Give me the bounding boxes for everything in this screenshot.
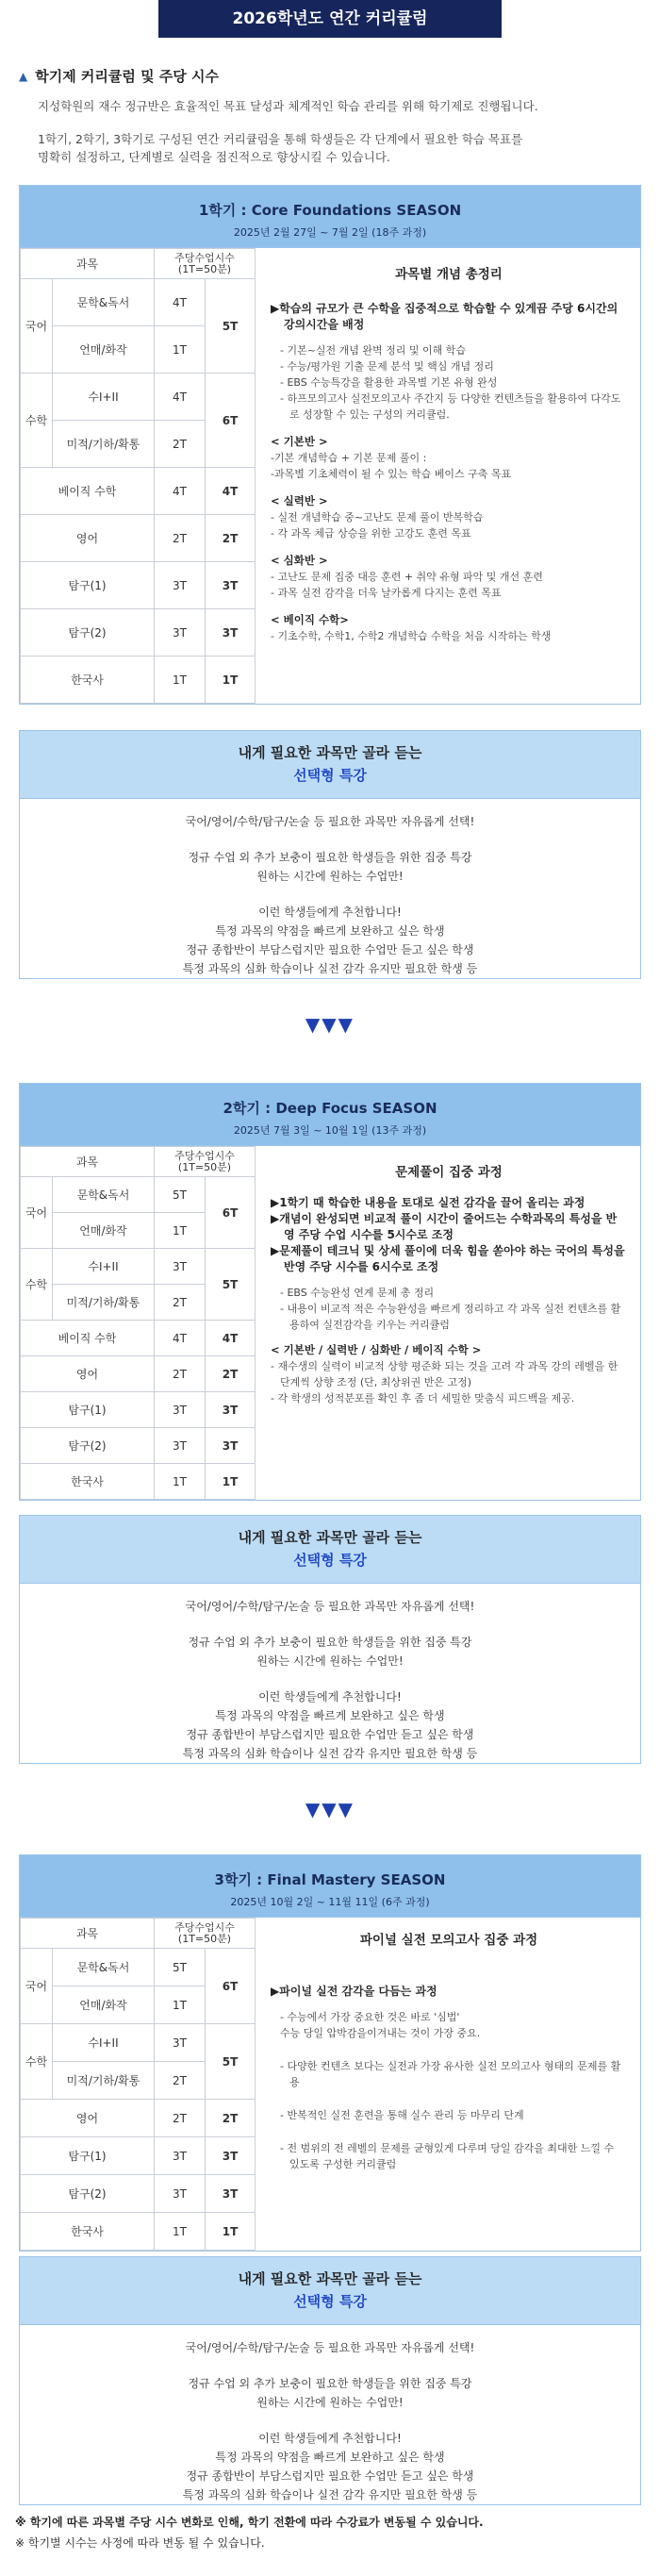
semester-2-desc-point: ▶1학기 때 학습한 내용을 토대로 실전 감각을 끌어 올리는 과정 xyxy=(271,1196,586,1209)
semester-2-header xyxy=(20,1084,640,1146)
total-basic-math: 4T xyxy=(206,468,256,515)
semester-3-description xyxy=(256,1918,640,2251)
elective-subtitle: 선택형 특강 xyxy=(293,1552,367,1569)
desc-item: - EBS 수능완성 연계 문제 총 정리 xyxy=(280,1287,435,1299)
subject-inquiry-1: 탐구(1) xyxy=(21,562,155,609)
hours-history: 1T xyxy=(155,656,206,704)
total-inquiry-1: 3T xyxy=(206,2137,256,2175)
intro-section xyxy=(19,66,651,166)
semester-3-header xyxy=(20,1855,640,1918)
hours-english: 2T xyxy=(155,515,206,562)
elective-body xyxy=(20,1584,640,1763)
total-korean: 6T xyxy=(206,1177,256,1249)
subject-inquiry-2: 탐구(2) xyxy=(21,609,155,656)
elective-line: 원하는 시간에 원하는 수업만! xyxy=(256,1654,404,1668)
desc-item: - 수능/평가원 기출 문제 분석 및 핵심 개념 정리 xyxy=(280,360,494,373)
elective-line: 정규 수업 외 추가 보충이 필요한 학생들을 위한 집중 특강 xyxy=(188,851,472,864)
subject-math-elective: 미적/기하/확통 xyxy=(53,2062,155,2100)
level-deep-label: < 심화반 > xyxy=(271,554,328,567)
desc-item: - 수능에서 가장 중요한 것은 바로 '심법' xyxy=(280,2011,460,2023)
semester-3-desc-title: 파이널 실전 모의고사 집중 과정 xyxy=(359,1933,538,1948)
table-header-hours: 주당수업시수 (1T=50분) xyxy=(155,1919,256,1949)
level-real-list xyxy=(271,509,627,541)
subject-math: 수학 xyxy=(21,2024,53,2100)
elective-line: 특정 과목의 약점을 빠르게 보완하고 싶은 학생 xyxy=(215,1709,445,1722)
subject-math-elective: 미적/기하/확통 xyxy=(53,421,155,468)
elective-header xyxy=(20,731,640,799)
desc-item: 수능 당일 압박감을이겨내는 것이 가장 중요. xyxy=(280,2027,481,2039)
subject-inquiry-2: 탐구(2) xyxy=(21,1428,155,1464)
elective-line: 정규 수업 외 추가 보충이 필요한 학생들을 위한 집중 특강 xyxy=(188,1636,472,1649)
desc-item: - 다양한 컨텐츠 보다는 실전과 가장 유사한 실전 모의고사 형태의 문제를 활용 xyxy=(280,2060,621,2088)
semester-1-description xyxy=(256,248,640,704)
elective-line: 국어/영어/수학/탐구/논술 등 필요한 과목만 자유롭게 선택! xyxy=(185,1600,475,1613)
elective-body xyxy=(20,2325,640,2504)
subject-math12: 수I+II xyxy=(53,1249,155,1285)
desc-item: - EBS 수능특강을 활용한 과목별 기본 유형 완성 xyxy=(280,376,498,389)
semester-2-box xyxy=(19,1083,641,1501)
desc-item: - 하프모의고사 실전모의고사 주간지 등 다양한 컨텐츠들을 활용하여 다각도로 성장할 수 있는 구성의 커리큘럼. xyxy=(280,392,621,421)
intro-heading xyxy=(19,66,651,86)
total-math: 5T xyxy=(206,2024,256,2100)
semester-3-desc-list xyxy=(280,2058,627,2090)
total-math: 5T xyxy=(206,1249,256,1321)
semester-1-header xyxy=(20,186,640,248)
elective-line: 이런 학생들에게 추천합니다! xyxy=(258,1690,402,1703)
level-all-list xyxy=(271,1358,627,1406)
desc-item: - 기초수학, 수학1, 수학2 개념학습 수학을 처음 시작하는 학생 xyxy=(271,630,552,642)
subject-basic-math: 베이직 수학 xyxy=(21,468,155,515)
hours-math12: 4T xyxy=(155,374,206,421)
subject-literature: 문학&독서 xyxy=(53,1177,155,1213)
elective-line: 특정 과목의 심화 학습이나 실전 감각 유지만 필요한 학생 등 xyxy=(182,2488,478,2501)
hours-math-elective: 2T xyxy=(155,421,206,468)
semester-2-dates: 2025년 7월 3일 ~ 10월 1일 (13주 과정) xyxy=(233,1124,427,1137)
total-history: 1T xyxy=(206,1464,256,1500)
level-basic-math-label: < 베이직 수학> xyxy=(271,613,349,626)
semester-2-desc-point: ▶문제풀이 테크닉 및 상세 풀이에 더욱 힘을 쏟아야 하는 국어의 특성을 반영 주당 시수를 6시수로 조정 xyxy=(271,1244,625,1273)
hours-literature: 5T xyxy=(155,1177,206,1213)
desc-item: - 실전 개념학습 중~고난도 문제 풀이 반복학습 xyxy=(271,511,484,524)
desc-item: - 과목 실전 감각을 더욱 날카롭게 다지는 훈련 목표 xyxy=(271,587,502,599)
total-history: 1T xyxy=(206,2213,256,2251)
elective-body xyxy=(20,799,640,978)
hours-language: 1T xyxy=(155,326,206,374)
hours-math12: 3T xyxy=(155,1249,206,1285)
elective-line: 특정 과목의 심화 학습이나 실전 감각 유지만 필요한 학생 등 xyxy=(182,962,478,975)
triangle-bullet-icon: ▲ xyxy=(19,69,28,83)
semester-3-desc-point: ▶파이널 실전 감각을 다듬는 과정 xyxy=(271,1985,437,1998)
desc-item: - 내용이 비교적 적은 수능완성을 빠르게 정리하고 각 과목 실전 컨텐츠를 활용하여 실전감각을 키우는 커리큘럼 xyxy=(280,1303,621,1331)
total-english: 2T xyxy=(206,2100,256,2137)
semester-1-desc-list xyxy=(280,342,627,423)
subject-inquiry-1: 탐구(1) xyxy=(21,1392,155,1428)
elective-line: 원하는 시간에 원하는 수업만! xyxy=(256,870,404,883)
total-basic-math: 4T xyxy=(206,1321,256,1356)
hours-inquiry-2: 3T xyxy=(155,1428,206,1464)
desc-item: -기본 개념학습 + 기본 문제 풀이 : xyxy=(271,452,427,464)
subject-math-elective: 미적/기하/확통 xyxy=(53,1285,155,1321)
intro-paragraph-1: 지성학원의 재수 정규반은 효율적인 목표 달성과 체계적인 학습 관리를 위해 학기제로 진행됩니다. xyxy=(38,99,538,113)
subject-inquiry-2: 탐구(2) xyxy=(21,2175,155,2213)
elective-line: 특정 과목의 약점을 빠르게 보완하고 싶은 학생 xyxy=(215,2451,445,2464)
hours-math12: 3T xyxy=(155,2024,206,2062)
hours-math-elective: 2T xyxy=(155,1285,206,1321)
page-title: 2026학년도 연간 커리큘럼 xyxy=(158,0,502,38)
elective-title: 내게 필요한 과목만 골라 듣는 xyxy=(238,744,422,761)
subject-language: 언매/화작 xyxy=(53,1986,155,2024)
hours-basic-math: 4T xyxy=(155,1321,206,1356)
elective-title: 내게 필요한 과목만 골라 듣는 xyxy=(238,1529,422,1546)
level-basic-math-list xyxy=(271,628,627,644)
elective-box-3 xyxy=(19,2256,641,2505)
semester-1-box xyxy=(19,185,641,705)
table-header-subject: 과목 xyxy=(21,249,155,279)
subject-english: 영어 xyxy=(21,2100,155,2137)
semester-1-title: 1학기 : Core Foundations SEASON xyxy=(198,202,462,219)
level-deep-list xyxy=(271,569,627,601)
semester-3-desc-list xyxy=(280,2107,627,2123)
semester-3-dates: 2025년 10월 2일 ~ 11월 11일 (6주 과정) xyxy=(230,1896,430,1908)
subject-english: 영어 xyxy=(21,515,155,562)
hours-inquiry-1: 3T xyxy=(155,562,206,609)
semester-3-box xyxy=(19,1854,641,2252)
total-english: 2T xyxy=(206,1356,256,1392)
semester-2-title: 2학기 : Deep Focus SEASON xyxy=(223,1100,437,1117)
elective-line: 이런 학생들에게 추천합니다! xyxy=(258,2432,402,2445)
desc-item: - 고난도 문제 집중 대응 훈련 + 취약 유형 파악 및 개선 훈련 xyxy=(271,571,543,583)
subject-english: 영어 xyxy=(21,1356,155,1392)
intro-heading-text: 학기제 커리큘럼 및 주당 시수 xyxy=(35,68,220,85)
semester-1-dates: 2025년 2월 27일 ~ 7월 2일 (18주 과정) xyxy=(233,226,427,239)
elective-subtitle: 선택형 특강 xyxy=(293,2293,367,2310)
subject-history: 한국사 xyxy=(21,2213,155,2251)
subject-literature: 문학&독서 xyxy=(53,279,155,326)
intro-paragraph-2b: 명확히 설정하고, 단계별로 실력을 점진적으로 향상시킬 수 있습니다. xyxy=(38,150,390,164)
desc-item: - 기본~실전 개념 완벽 정리 및 이해 학습 xyxy=(280,344,467,357)
semester-3-desc-list xyxy=(280,2009,627,2041)
subject-basic-math: 베이직 수학 xyxy=(21,1321,155,1356)
hours-inquiry-1: 3T xyxy=(155,2137,206,2175)
footnote-fee: ※ 학기에 따른 과목별 주당 시수 변화로 인해, 학기 전환에 따라 수강료가 변동될 수 있습니다. xyxy=(15,2516,484,2529)
hours-inquiry-2: 3T xyxy=(155,609,206,656)
table-header-subject: 과목 xyxy=(21,1147,155,1177)
subject-korean: 국어 xyxy=(21,1177,53,1249)
semester-2-hours-table xyxy=(20,1146,256,1500)
elective-line: 이런 학생들에게 추천합니다! xyxy=(258,906,402,919)
desc-item: - 전 범위의 전 레벨의 문제를 균형있게 다루며 당일 감각을 최대한 느낄 수 있도록 구성한 커리큘럼 xyxy=(280,2142,615,2170)
elective-header xyxy=(20,2257,640,2325)
semester-1-desc-title: 과목별 개념 총정리 xyxy=(395,267,503,282)
semester-2-desc-point: ▶개념이 완성되면 비교적 풀이 시간이 줄어드는 수학과목의 특성을 반영 주당 수업 시수를 5시수로 조정 xyxy=(271,1212,618,1241)
semester-2-description xyxy=(256,1146,640,1500)
hours-literature: 4T xyxy=(155,279,206,326)
total-history: 1T xyxy=(206,656,256,704)
elective-line: 특정 과목의 약점을 빠르게 보완하고 싶은 학생 xyxy=(215,924,445,938)
semester-3-hours-table xyxy=(20,1918,256,2251)
subject-math: 수학 xyxy=(21,374,53,468)
subject-korean: 국어 xyxy=(21,1949,53,2024)
elective-line: 특정 과목의 심화 학습이나 실전 감각 유지만 필요한 학생 등 xyxy=(182,1747,478,1760)
level-basic-label: < 기본반 > xyxy=(271,435,328,448)
hours-language: 1T xyxy=(155,1986,206,2024)
desc-item: - 각 학생의 성적분포를 확인 후 좀 더 세밀한 맞춤식 피드백을 제공. xyxy=(271,1392,575,1404)
elective-box-1 xyxy=(19,730,641,979)
semester-2-desc-title: 문제풀이 집중 과정 xyxy=(395,1165,503,1180)
total-korean: 5T xyxy=(206,279,256,374)
elective-box-2 xyxy=(19,1515,641,1764)
hours-english: 2T xyxy=(155,1356,206,1392)
desc-item: - 재수생의 실력이 비교적 상향 평준화 되는 것을 고려 각 과목 강의 레벨을 한단계씩 상향 조정 (단, 최상위권 반은 고정) xyxy=(271,1360,619,1388)
semester-1-desc-point: ▶학습의 규모가 큰 수학을 집중적으로 학습할 수 있게끔 주당 6시간의 강의시간을 배정 xyxy=(271,302,619,331)
desc-item: - 반복적인 실전 훈련을 통해 실수 관리 등 마무리 단계 xyxy=(280,2109,524,2121)
hours-basic-math: 4T xyxy=(155,468,206,515)
elective-line: 정규 수업 외 추가 보충이 필요한 학생들을 위한 집중 특강 xyxy=(188,2377,472,2390)
table-header-subject: 과목 xyxy=(21,1919,155,1949)
elective-line: 정규 종합반이 부담스럽지만 필요한 수업만 듣고 싶은 학생 xyxy=(186,943,474,956)
elective-line: 원하는 시간에 원하는 수업만! xyxy=(256,2396,404,2409)
elective-subtitle: 선택형 특강 xyxy=(293,767,367,784)
desc-item: -과목별 기초체력이 될 수 있는 학습 베이스 구축 목표 xyxy=(271,468,512,480)
subject-language: 언매/화작 xyxy=(53,1213,155,1249)
total-inquiry-2: 3T xyxy=(206,1428,256,1464)
table-header-hours: 주당수업시수 (1T=50분) xyxy=(155,1147,256,1177)
subject-history: 한국사 xyxy=(21,656,155,704)
elective-title: 내게 필요한 과목만 골라 듣는 xyxy=(238,2270,422,2287)
total-inquiry-1: 3T xyxy=(206,1392,256,1428)
total-english: 2T xyxy=(206,515,256,562)
intro-paragraph-2a: 1학기, 2학기, 3학기로 구성된 연간 커리큘럼을 통해 학생들은 각 단계에서 필요한 학습 목표를 xyxy=(38,132,523,146)
elective-line: 정규 종합반이 부담스럽지만 필요한 수업만 듣고 싶은 학생 xyxy=(186,2469,474,2483)
subject-history: 한국사 xyxy=(21,1464,155,1500)
total-inquiry-2: 3T xyxy=(206,609,256,656)
total-korean: 6T xyxy=(206,1949,256,2024)
subject-math: 수학 xyxy=(21,1249,53,1321)
hours-english: 2T xyxy=(155,2100,206,2137)
semester-3-title: 3학기 : Final Mastery SEASON xyxy=(214,1871,446,1888)
hours-history: 1T xyxy=(155,1464,206,1500)
total-math: 6T xyxy=(206,374,256,468)
subject-language: 언매/화작 xyxy=(53,326,155,374)
level-basic-list xyxy=(271,450,627,482)
hours-literature: 5T xyxy=(155,1949,206,1986)
semester-1-hours-table xyxy=(20,248,256,704)
elective-line: 국어/영어/수학/탐구/논술 등 필요한 과목만 자유롭게 선택! xyxy=(185,2341,475,2354)
down-arrows-icon: ▼▼▼ xyxy=(305,1798,355,1820)
elective-line: 정규 종합반이 부담스럽지만 필요한 수업만 듣고 싶은 학생 xyxy=(186,1728,474,1741)
level-real-label: < 실력반 > xyxy=(271,494,328,507)
level-all-label: < 기본반 / 실력반 / 심화반 / 베이직 수학 > xyxy=(271,1343,482,1356)
semester-2-desc-list xyxy=(280,1285,627,1333)
subject-math12: 수I+II xyxy=(53,374,155,421)
hours-inquiry-2: 3T xyxy=(155,2175,206,2213)
subject-math12: 수I+II xyxy=(53,2024,155,2062)
semester-3-desc-list xyxy=(280,2140,627,2172)
hours-language: 1T xyxy=(155,1213,206,1249)
elective-line: 국어/영어/수학/탐구/논술 등 필요한 과목만 자유롭게 선택! xyxy=(185,815,475,828)
subject-inquiry-1: 탐구(1) xyxy=(21,2137,155,2175)
total-inquiry-2: 3T xyxy=(206,2175,256,2213)
hours-math-elective: 2T xyxy=(155,2062,206,2100)
hours-inquiry-1: 3T xyxy=(155,1392,206,1428)
subject-korean: 국어 xyxy=(21,279,53,374)
total-inquiry-1: 3T xyxy=(206,562,256,609)
desc-item: - 각 과목 체급 상승을 위한 고강도 훈련 목표 xyxy=(271,527,471,540)
subject-literature: 문학&독서 xyxy=(53,1949,155,1986)
down-arrows-icon: ▼▼▼ xyxy=(305,1013,355,1036)
hours-history: 1T xyxy=(155,2213,206,2251)
table-header-hours: 주당수업시수 (1T=50분) xyxy=(155,249,256,279)
footnote-hours: ※ 학기별 시수는 사정에 따라 변동 될 수 있습니다. xyxy=(15,2536,265,2550)
elective-header xyxy=(20,1516,640,1584)
